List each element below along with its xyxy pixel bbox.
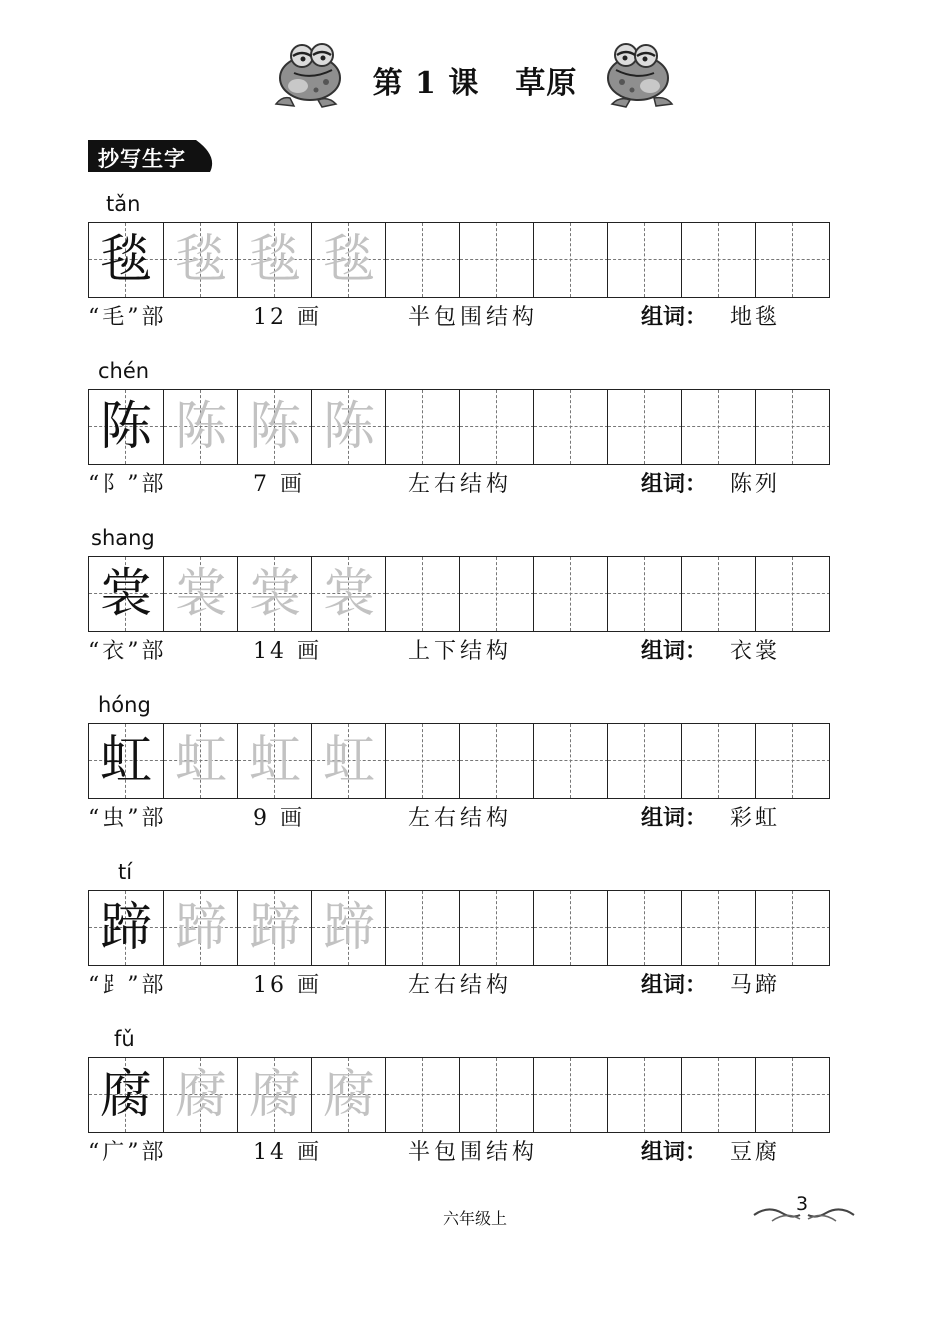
guide-line — [460, 760, 533, 761]
practice-cell[interactable] — [607, 557, 681, 631]
practice-cell[interactable] — [681, 891, 755, 965]
guide-line — [608, 927, 681, 928]
guide-line — [718, 390, 719, 464]
guide-line — [496, 390, 497, 464]
writing-grid — [88, 723, 830, 799]
writing-grid — [88, 1057, 830, 1133]
practice-cell[interactable] — [459, 1058, 533, 1132]
practice-cell[interactable] — [681, 390, 755, 464]
trace-cell — [237, 557, 311, 631]
trace-character: 毯 — [322, 230, 375, 290]
guide-line — [718, 557, 719, 631]
trace-cell — [237, 724, 311, 798]
model-character: 毯 — [99, 230, 152, 290]
stroke-count: 16 画 — [253, 973, 322, 998]
guide-line — [496, 1058, 497, 1132]
guide-line — [682, 760, 755, 761]
pinyin: hóng — [98, 693, 151, 717]
guide-line — [534, 1094, 607, 1095]
model-cell — [89, 891, 163, 965]
practice-cell[interactable] — [681, 724, 755, 798]
radical: “⻊”部 — [88, 973, 167, 998]
stroke-count: 12 画 — [253, 305, 322, 330]
pinyin: chén — [98, 359, 150, 383]
trace-cell — [163, 390, 237, 464]
trace-character: 蹄 — [174, 898, 227, 958]
guide-line — [534, 426, 607, 427]
lesson-title: 草原 — [515, 66, 578, 101]
guide-line — [792, 223, 793, 297]
practice-cell[interactable] — [385, 724, 459, 798]
practice-cell[interactable] — [755, 724, 829, 798]
guide-line — [756, 426, 829, 427]
guide-line — [682, 426, 755, 427]
practice-cell[interactable] — [459, 891, 533, 965]
guide-line — [422, 557, 423, 631]
writing-grid — [88, 389, 830, 465]
model-character: 裳 — [99, 564, 152, 624]
lesson-number: 第 1 课 — [372, 66, 480, 101]
trace-cell — [237, 390, 311, 464]
word-label: 组词： — [641, 305, 708, 330]
guide-line — [496, 891, 497, 965]
model-character: 虹 — [99, 731, 152, 791]
pinyin: shang — [91, 526, 155, 550]
guide-line — [460, 1094, 533, 1095]
trace-cell — [311, 891, 385, 965]
trace-cell — [237, 223, 311, 297]
writing-grid — [88, 556, 830, 632]
guide-line — [756, 760, 829, 761]
practice-cell[interactable] — [607, 891, 681, 965]
guide-line — [682, 259, 755, 260]
guide-line — [756, 1094, 829, 1095]
guide-line — [496, 557, 497, 631]
word-label: 组词： — [641, 973, 708, 998]
guide-line — [644, 557, 645, 631]
guide-line — [422, 223, 423, 297]
trace-character: 陈 — [174, 397, 227, 457]
guide-line — [534, 760, 607, 761]
trace-cell — [237, 891, 311, 965]
practice-cell[interactable] — [459, 390, 533, 464]
practice-cell[interactable] — [385, 1058, 459, 1132]
page-title — [0, 58, 950, 102]
stroke-count: 9 画 — [253, 806, 305, 831]
trace-cell — [237, 1058, 311, 1132]
trace-cell — [163, 557, 237, 631]
trace-character: 虹 — [174, 731, 227, 791]
guide-line — [534, 927, 607, 928]
model-cell — [89, 223, 163, 297]
guide-line — [756, 927, 829, 928]
model-cell — [89, 1058, 163, 1132]
guide-line — [460, 426, 533, 427]
structure: 上下结构 — [408, 639, 513, 664]
practice-cell[interactable] — [385, 223, 459, 297]
character-info — [88, 467, 830, 503]
model-cell — [89, 390, 163, 464]
guide-line — [608, 760, 681, 761]
model-character: 腐 — [99, 1065, 152, 1125]
guide-line — [570, 891, 571, 965]
model-cell — [89, 724, 163, 798]
practice-cell[interactable] — [755, 223, 829, 297]
word-label: 组词： — [641, 472, 708, 497]
structure: 左右结构 — [408, 806, 513, 831]
trace-character: 蹄 — [248, 898, 301, 958]
guide-line — [756, 593, 829, 594]
grade-label: 六年级上 — [442, 1209, 507, 1228]
practice-cell[interactable] — [385, 390, 459, 464]
guide-line — [570, 1058, 571, 1132]
practice-cell[interactable] — [607, 223, 681, 297]
section-label: 抄写生字 — [98, 146, 186, 171]
word-label: 组词： — [641, 1140, 708, 1165]
trace-cell — [163, 1058, 237, 1132]
trace-character: 腐 — [322, 1065, 375, 1125]
practice-cell[interactable] — [533, 1058, 607, 1132]
pinyin: tǎn — [106, 192, 141, 216]
guide-line — [644, 223, 645, 297]
practice-cell[interactable] — [755, 891, 829, 965]
trace-cell — [311, 724, 385, 798]
trace-character: 陈 — [322, 397, 375, 457]
practice-cell[interactable] — [681, 1058, 755, 1132]
practice-cell[interactable] — [533, 724, 607, 798]
example-word: 衣裳 — [730, 639, 781, 664]
guide-line — [496, 724, 497, 798]
word-label: 组词： — [641, 639, 708, 664]
stroke-count: 7 画 — [253, 472, 305, 497]
guide-line — [570, 223, 571, 297]
practice-cell[interactable] — [755, 557, 829, 631]
practice-cell[interactable] — [385, 891, 459, 965]
guide-line — [570, 557, 571, 631]
trace-cell — [163, 891, 237, 965]
guide-line — [608, 259, 681, 260]
radical: “毛”部 — [88, 305, 167, 330]
structure: 半包围结构 — [408, 305, 539, 330]
practice-cell[interactable] — [681, 557, 755, 631]
guide-line — [386, 426, 459, 427]
trace-cell — [163, 223, 237, 297]
guide-line — [460, 593, 533, 594]
guide-line — [386, 927, 459, 928]
writing-grid — [88, 890, 830, 966]
character-info — [88, 801, 830, 837]
practice-cell[interactable] — [607, 1058, 681, 1132]
guide-line — [460, 259, 533, 260]
stroke-count: 14 画 — [253, 1140, 322, 1165]
character-info — [88, 968, 830, 1004]
guide-line — [682, 593, 755, 594]
guide-line — [460, 927, 533, 928]
word-label: 组词： — [641, 806, 708, 831]
pinyin: fǔ — [114, 1027, 135, 1051]
guide-line — [534, 259, 607, 260]
trace-character: 陈 — [248, 397, 301, 457]
guide-line — [608, 426, 681, 427]
practice-cell[interactable] — [607, 724, 681, 798]
guide-line — [644, 891, 645, 965]
guide-line — [792, 724, 793, 798]
practice-cell[interactable] — [607, 390, 681, 464]
guide-line — [386, 760, 459, 761]
example-word: 彩虹 — [730, 806, 781, 831]
trace-character: 裳 — [174, 564, 227, 624]
guide-line — [756, 259, 829, 260]
guide-line — [644, 390, 645, 464]
practice-cell[interactable] — [459, 223, 533, 297]
radical: “衣”部 — [88, 639, 167, 664]
guide-line — [682, 1094, 755, 1095]
character-info — [88, 300, 830, 336]
trace-character: 腐 — [248, 1065, 301, 1125]
model-character: 蹄 — [99, 898, 152, 958]
structure: 左右结构 — [408, 973, 513, 998]
guide-line — [496, 223, 497, 297]
trace-cell — [311, 1058, 385, 1132]
guide-line — [718, 724, 719, 798]
trace-cell — [163, 724, 237, 798]
practice-cell[interactable] — [755, 1058, 829, 1132]
guide-line — [386, 593, 459, 594]
section-badge — [88, 140, 218, 172]
example-word: 地毯 — [730, 305, 781, 330]
pinyin: tí — [118, 860, 133, 884]
practice-cell[interactable] — [385, 557, 459, 631]
page-number: 3 — [796, 1193, 809, 1215]
trace-character: 虹 — [322, 731, 375, 791]
guide-line — [792, 557, 793, 631]
guide-line — [422, 724, 423, 798]
trace-character: 毯 — [174, 230, 227, 290]
practice-cell[interactable] — [459, 557, 533, 631]
trace-character: 毯 — [248, 230, 301, 290]
practice-cell[interactable] — [533, 223, 607, 297]
model-character: 陈 — [99, 397, 152, 457]
structure: 左右结构 — [408, 472, 513, 497]
trace-cell — [311, 223, 385, 297]
trace-character: 裳 — [248, 564, 301, 624]
guide-line — [682, 927, 755, 928]
character-info — [88, 634, 830, 670]
guide-line — [718, 1058, 719, 1132]
practice-cell[interactable] — [533, 557, 607, 631]
guide-line — [718, 891, 719, 965]
trace-cell — [311, 390, 385, 464]
radical: “阝”部 — [88, 472, 167, 497]
trace-cell — [311, 557, 385, 631]
guide-line — [608, 1094, 681, 1095]
practice-cell[interactable] — [459, 724, 533, 798]
trace-character: 虹 — [248, 731, 301, 791]
guide-line — [386, 1094, 459, 1095]
structure: 半包围结构 — [408, 1140, 539, 1165]
writing-grid — [88, 222, 830, 298]
stroke-count: 14 画 — [253, 639, 322, 664]
guide-line — [792, 390, 793, 464]
guide-line — [422, 891, 423, 965]
example-word: 豆腐 — [730, 1140, 781, 1165]
example-word: 马蹄 — [730, 973, 781, 998]
practice-cell[interactable] — [755, 390, 829, 464]
radical: “虫”部 — [88, 806, 167, 831]
practice-cell[interactable] — [533, 891, 607, 965]
practice-cell[interactable] — [533, 390, 607, 464]
guide-line — [718, 223, 719, 297]
guide-line — [644, 724, 645, 798]
trace-character: 腐 — [174, 1065, 227, 1125]
guide-line — [792, 891, 793, 965]
guide-line — [534, 593, 607, 594]
page-header — [0, 40, 950, 120]
guide-line — [792, 1058, 793, 1132]
guide-line — [422, 390, 423, 464]
guide-line — [386, 259, 459, 260]
character-info — [88, 1135, 830, 1171]
radical: “广”部 — [88, 1140, 167, 1165]
guide-line — [422, 1058, 423, 1132]
guide-line — [570, 724, 571, 798]
example-word: 陈列 — [730, 472, 781, 497]
guide-line — [570, 390, 571, 464]
practice-cell[interactable] — [681, 223, 755, 297]
model-cell — [89, 557, 163, 631]
trace-character: 蹄 — [322, 898, 375, 958]
guide-line — [608, 593, 681, 594]
guide-line — [644, 1058, 645, 1132]
trace-character: 裳 — [322, 564, 375, 624]
